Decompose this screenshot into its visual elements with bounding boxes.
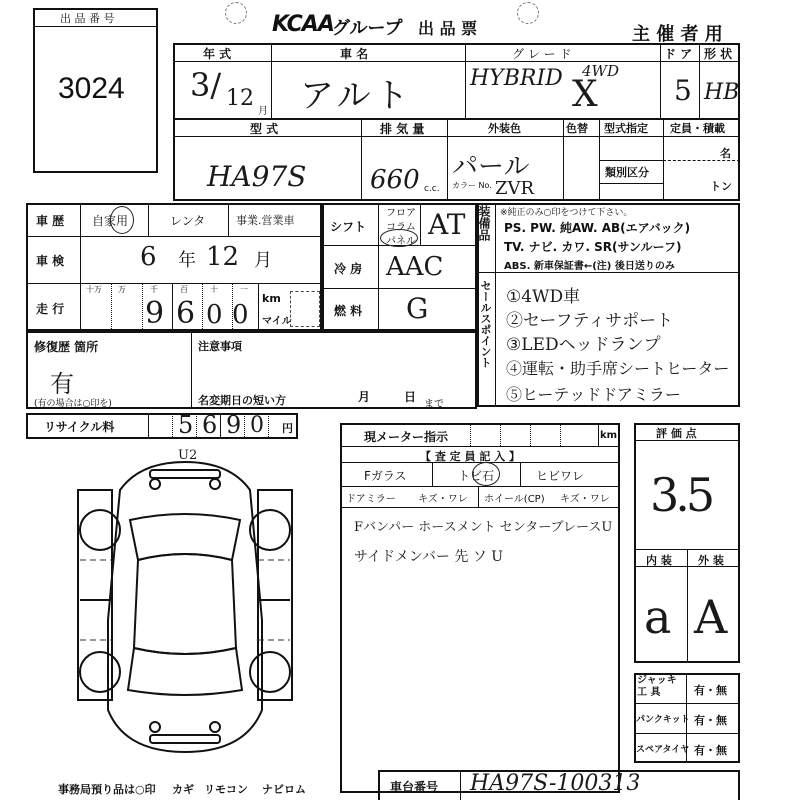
equipment-line1: PS. PW. 純AW. AB(エアバック) [504, 221, 691, 235]
car-body-outline [108, 462, 262, 752]
recycle-digit-2: 6 [202, 411, 218, 439]
cert-label: 型式指定 [604, 122, 648, 135]
tool-spare: スペアタイヤ [636, 745, 690, 755]
color-no-value: ZVR [495, 178, 535, 199]
organizer-label: 主 催 者 用 [632, 24, 723, 45]
car-windshield [130, 514, 240, 560]
type-label: 型 式 [250, 122, 279, 136]
selling-points-label: セールスポイント [479, 280, 492, 368]
type-value: HA97S [207, 160, 307, 193]
wheel-rear-left [80, 652, 120, 692]
shift-column: コラム [386, 222, 416, 233]
side-panel-right [258, 490, 292, 700]
notes-month: 月 [358, 390, 371, 404]
model-label: 車 名 [340, 47, 369, 61]
car-roof [134, 554, 236, 654]
color-no-label: カラー No. [452, 181, 492, 190]
class-label: 類別区分 [605, 166, 649, 179]
history-private-circle [110, 206, 134, 234]
mileage-h-1k: 千 [150, 285, 158, 294]
interior-label: 内 装 [646, 554, 672, 567]
meter-label: 現メーター指示 [364, 430, 449, 444]
color-label: 外装色 [488, 122, 521, 135]
side-panel-left [78, 490, 112, 700]
tool-puncture: パンクキット [636, 715, 690, 725]
interior-score: a [644, 590, 672, 644]
selling-point-2: ②セーフティサポート [506, 311, 674, 331]
equipment-note: ※純正のみ○印をつけて下さい。 [500, 208, 633, 218]
punch-hole-left [225, 2, 247, 24]
history-business: 事業.営業車 [236, 214, 295, 227]
inspector-comment-1: Fバンパー ホースメント センターブレースU [354, 520, 613, 535]
inspection-year: 6 [140, 242, 157, 272]
recycle-digit-3: 9 [226, 411, 242, 439]
capacity-label: 定員・積載 [670, 122, 725, 135]
displacement-unit: c.c. [424, 184, 440, 194]
fuel-value: G [406, 292, 429, 325]
shift-panel-circle [380, 229, 418, 247]
notes-day: 日 [404, 390, 417, 404]
inspector-kizu2: キズ・ワレ [560, 494, 610, 505]
inspection-month-unit: 月 [254, 250, 272, 271]
history-private: 自家用 [92, 214, 129, 228]
lot-number: 3024 [58, 72, 125, 105]
footer-remote: リモコン [204, 783, 248, 796]
score-value: 3.5 [650, 468, 712, 522]
chassis-label: 車台番号 [390, 780, 439, 794]
capacity-unit-person: 名 [720, 147, 731, 160]
mileage-h-10: 十 [210, 285, 218, 294]
meter-unit: km [600, 430, 618, 441]
sheet-title: 出 品 票 [418, 19, 478, 38]
selling-point-3: ③LEDヘッドランプ [506, 335, 661, 355]
repair-note: (有の場合は○印を) [34, 399, 112, 409]
mileage-label: 走 行 [36, 302, 65, 316]
footer-keys: カギ [172, 783, 194, 796]
equipment-label: 装備品 [477, 205, 491, 241]
notes-short-label: 名変期日の短い方 [198, 394, 286, 407]
wheel-rear-right [250, 652, 290, 692]
front-bumper [150, 470, 220, 478]
inspector-tobi: トビ石 [458, 469, 495, 483]
body-label: 形 状 [704, 47, 733, 61]
equipment-line2: TV. ナビ. カワ. SR(サンルーフ) [504, 240, 682, 254]
inspection-month: 12 [206, 242, 240, 272]
mileage-digit-3: 0 [206, 300, 223, 330]
mileage-unit-km: km [262, 292, 281, 305]
model-value: アルト [300, 76, 413, 116]
inspector-mirror: ドアミラー [346, 494, 396, 505]
year-label: 年 式 [203, 47, 232, 61]
wheel-front-left [80, 510, 120, 550]
taillamp-right [210, 722, 220, 732]
doors-value: 5 [674, 74, 692, 107]
inspector-wheel: ホイール(CP) [484, 494, 545, 505]
repair-value: 有 [50, 370, 74, 398]
chassis-value: HA97S-100313 [470, 771, 641, 796]
year-month-unit: 月 [258, 106, 268, 117]
footer-navi: ナビロム [262, 783, 306, 796]
aircon-value: AAC [386, 252, 444, 282]
capacity-unit-ton: トン [710, 180, 732, 193]
recycle-digit-1: 5 [178, 411, 194, 439]
history-rental: レンタ [170, 214, 206, 228]
fuel-label: 燃 料 [334, 304, 363, 318]
aircon-label: 冷 房 [334, 262, 363, 276]
inspector-header: 【 査 定 員 記 入 】 [420, 450, 520, 463]
inspection-label: 車 検 [36, 254, 65, 268]
selling-point-5: ⑤ヒーテッドドアミラー [506, 385, 681, 404]
punch-hole-right [517, 2, 539, 24]
displacement-label: 排 気 量 [380, 122, 425, 136]
mileage-h-100k: 十万 [86, 285, 102, 294]
mileage-digit-2: 6 [176, 296, 196, 331]
body-value: HB [704, 80, 740, 105]
notes-label: 注意事項 [198, 340, 242, 353]
history-label: 車 歴 [36, 214, 65, 228]
exterior-score: A [694, 590, 728, 644]
inspector-kizu: キズ・ワレ [418, 494, 468, 505]
selling-point-1: ①4WD車 [506, 287, 581, 307]
inspector-tobi-circle [472, 462, 500, 486]
brand-logo: KCAA [272, 12, 334, 37]
color-value: パール [452, 152, 530, 182]
rear-bumper [150, 735, 220, 743]
year-month: 12 [226, 86, 254, 111]
mileage-digit-1: 9 [145, 296, 165, 331]
wheel-front-right [250, 510, 290, 550]
mileage-km-box [290, 291, 320, 327]
recycle-label: リサイクル料 [44, 420, 115, 434]
equipment-line3: ABS. 新車保証書←(注) 後日送りのみ [504, 261, 675, 272]
inspector-comment-2: サイドメンバー 先 ソ U [354, 549, 504, 565]
group-label: グループ [332, 18, 403, 39]
mileage-h-10k: 万 [118, 285, 126, 294]
score-label: 評 価 点 [656, 427, 697, 440]
exterior-label: 外 装 [698, 554, 724, 567]
tool-spare-value: 有・無 [694, 744, 727, 757]
inspector-glass: Fガラス [364, 469, 407, 483]
selling-point-4: ④運転・助手席シートヒーター [506, 359, 730, 378]
year-value: 3/ [190, 66, 222, 104]
grade-value: HYBRID [470, 66, 563, 91]
displacement-value: 660 [370, 165, 420, 195]
headlamp-left [150, 479, 160, 489]
inspector-hibi: ヒビワレ [536, 469, 585, 483]
grade-value-4wd: 4WD [582, 62, 619, 80]
shift-panel: パネル [386, 236, 416, 247]
repair-label: 修復歴 箇所 [34, 340, 99, 354]
tool-jack: ジャッキ工 具 [637, 675, 677, 698]
grade-value-x: X [572, 74, 598, 115]
lot-label: 出 品 番 号 [60, 12, 115, 25]
mileage-digit-4: 0 [232, 300, 249, 330]
mileage-unit-mile: マイル [262, 316, 292, 327]
shift-value: AT [428, 208, 466, 241]
grade-label: グ レ ー ド [512, 47, 572, 61]
footer-office-note: 事務局預り品は○印 [58, 783, 156, 796]
inspection-year-unit: 年 [178, 250, 196, 271]
color-change-label: 色替 [566, 122, 588, 135]
shift-label: シフト [330, 220, 367, 234]
headlamp-right [210, 479, 220, 489]
recycle-digit-4: 0 [250, 413, 264, 438]
mileage-h-1: 一 [240, 285, 248, 294]
recycle-unit: 円 [282, 422, 293, 435]
diagram-marker: U2 [178, 448, 198, 463]
shift-floor: フロア [386, 208, 416, 219]
doors-label: ド ア [664, 47, 693, 61]
tool-jack-value: 有・無 [694, 684, 727, 697]
mileage-h-100: 百 [180, 285, 188, 294]
notes-until: まで [424, 399, 444, 410]
taillamp-left [150, 722, 160, 732]
tool-puncture-value: 有・無 [694, 714, 727, 727]
car-rear-window [128, 648, 242, 695]
